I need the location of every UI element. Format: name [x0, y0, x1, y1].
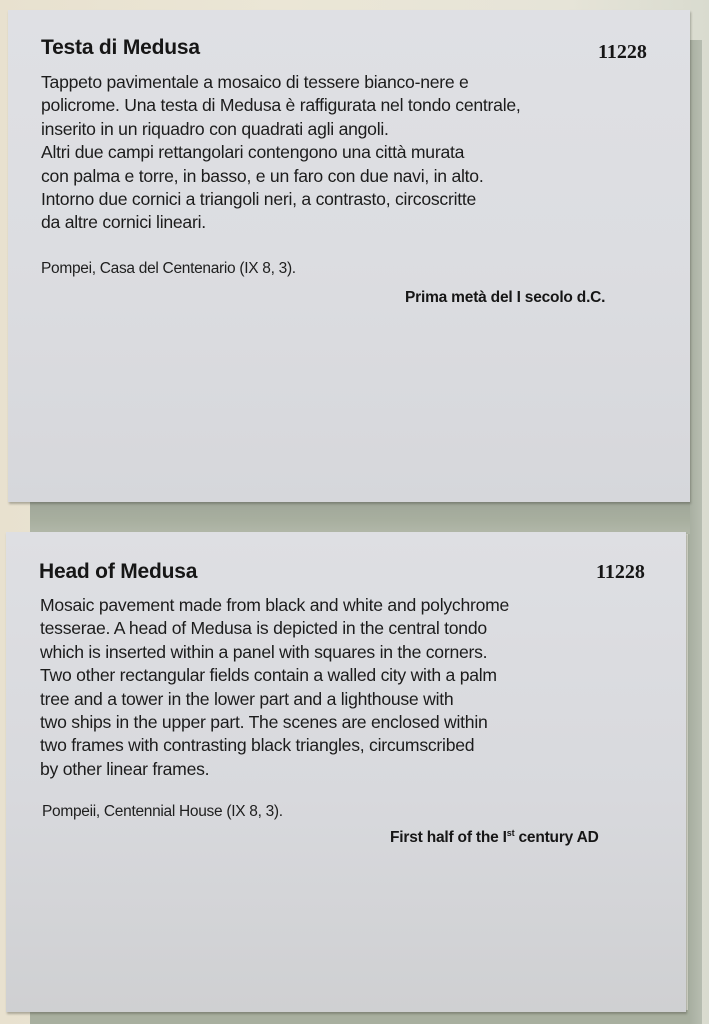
label-card-english: [6, 532, 686, 1012]
inventory-number: 11228: [596, 561, 645, 583]
description-line: two frames with contrasting black triangles, circumscribed: [40, 735, 475, 756]
provenance: Pompeii, Centennial House (IX 8, 3).: [42, 803, 283, 820]
description-line: Altri due campi rettangolari contengono una città murata: [41, 142, 465, 163]
description-line: which is inserted within a panel with squares in the corners.: [40, 641, 488, 662]
dating-prefix: First half of the I: [390, 829, 507, 846]
description-line: da altre cornici lineari.: [41, 212, 206, 233]
gap-shadow: [30, 500, 690, 534]
bottom-shadow: [30, 1010, 690, 1024]
dating-ordinal: st: [506, 828, 515, 838]
provenance: Pompei, Casa del Centenario (IX 8, 3).: [41, 260, 296, 277]
description-line: con palma e torre, in basso, e un faro con due navi, in alto.: [41, 165, 484, 186]
description-line: tree and a tower in the lower part and a lighthouse with: [40, 688, 454, 709]
dating: Prima metà del I secolo d.C.: [405, 289, 606, 306]
description-line: Mosaic pavement made from black and white and polychrome: [40, 595, 510, 615]
description-line: Tappeto pavimentale a mosaico di tessere bianco-nere e: [41, 72, 469, 92]
description-line: policrome. Una testa di Medusa è raffigurata nel tondo centrale,: [41, 95, 521, 116]
label-title: Testa di Medusa: [41, 36, 200, 59]
label-description: [41, 71, 521, 235]
description-line: tesserae. A head of Medusa is depicted in the central tondo: [40, 618, 487, 639]
inventory-number: 11228: [598, 41, 647, 63]
dating-suffix: century AD: [514, 829, 599, 846]
description-line: inserito in un riquadro con quadrati agli angoli.: [41, 118, 389, 139]
label-card-italian: [8, 10, 690, 502]
dating: [390, 828, 599, 847]
label-title: Head of Medusa: [39, 560, 198, 583]
description-line: Intorno due cornici a triangoli neri, a contrasto, circoscritte: [41, 189, 477, 210]
description-line: by other linear frames.: [40, 758, 210, 779]
description-line: Two other rectangular fields contain a walled city with a palm: [40, 665, 497, 686]
description-line: two ships in the upper part. The scenes are enclosed within: [40, 712, 488, 733]
label-description: [40, 594, 509, 781]
wall-shadow: [688, 40, 702, 1024]
